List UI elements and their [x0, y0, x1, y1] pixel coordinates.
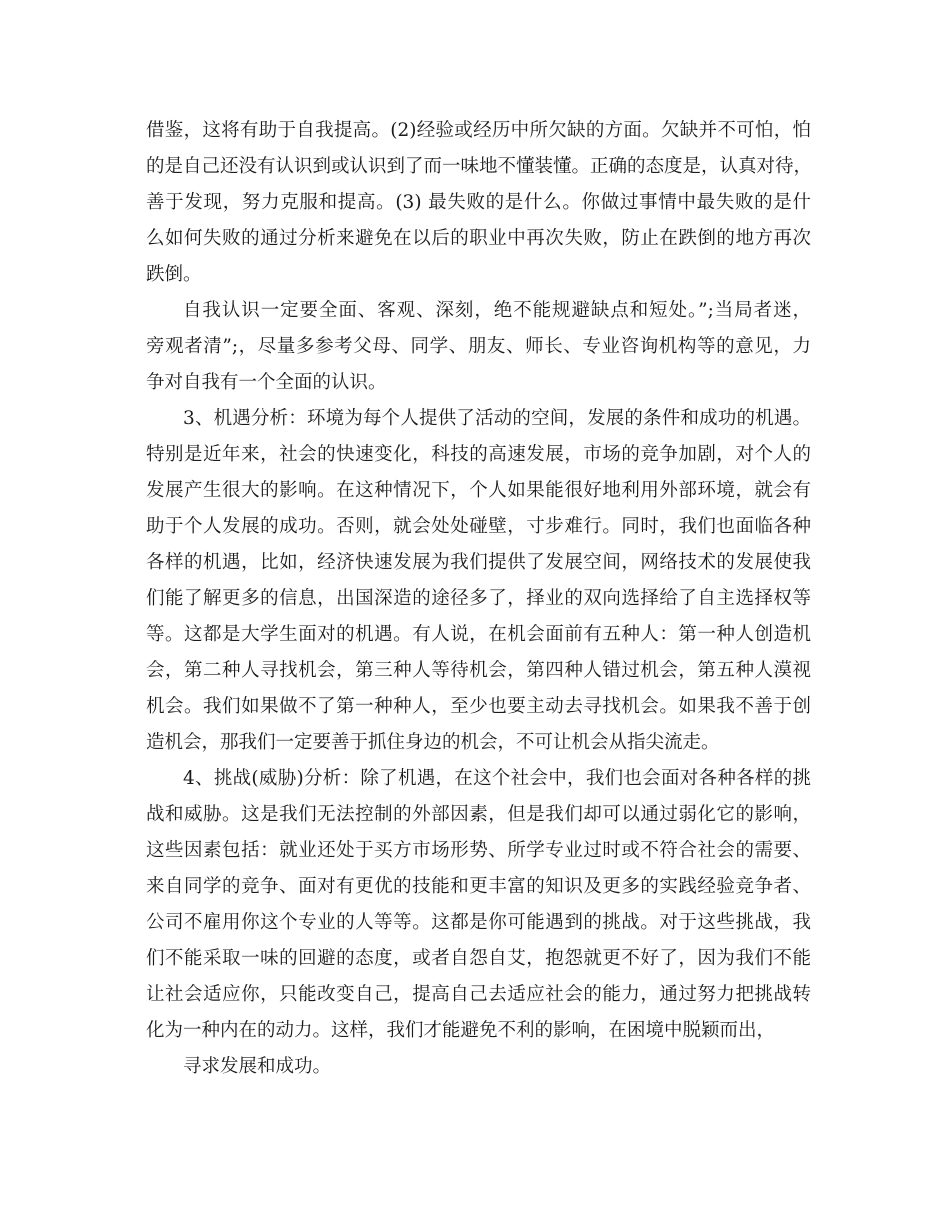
text-line: 跌倒。	[146, 264, 202, 285]
text-line: 公司不雇用你这个专业的人等等。这都是你可能遇到的挑战。对于这些挑战，我	[146, 912, 811, 933]
text-line: 机会。我们如果做不了第一种种人，至少也要主动去寻找机会。如果我不善于创	[146, 696, 811, 717]
text-line: 善于发现，努力克服和提高。(3) 最失败的是什么。你做过事情中最失败的是什	[146, 192, 811, 213]
text-line: 发展产生很大的影响。在这种情况下，个人如果能很好地利用外部环境，就会有	[146, 480, 811, 501]
text-line: 么如何失败的通过分析来避免在以后的职业中再次失败，防止在跌倒的地方再次	[146, 228, 811, 249]
text-line: 争对自我有一个全面的认识。	[146, 372, 387, 393]
text-line: 等。这都是大学生面对的机遇。有人说，在机会面前有五种人：第一种人创造机	[146, 624, 811, 645]
text-line: 这些因素包括：就业还处于买方市场形势、所学专业过时或不符合社会的需要、	[146, 840, 811, 861]
text-line: 借鉴，这将有助于自我提高。(2)经验或经历中所欠缺的方面。欠缺并不可怕，怕	[146, 120, 811, 141]
text-line: 助于个人发展的成功。否则，就会处处碰壁，寸步难行。同时，我们也面临各种	[146, 516, 811, 537]
text-line: 来自同学的竞争、面对有更优的技能和更丰富的知识及更多的实践经验竞争者、	[146, 876, 811, 897]
paragraph-first-line: 寻求发展和成功。	[183, 1056, 332, 1077]
document-page	[146, 113, 811, 1085]
text-line: 们不能采取一味的回避的态度，或者自怨自艾，抱怨就更不好了，因为我们不能	[146, 948, 811, 969]
text-line: 的是自己还没有认识到或认识到了而一味地不懂装懂。正确的态度是，认真对待，	[146, 156, 813, 177]
text-line: 造机会，那我们一定要善于抓住身边的机会，不可让机会从指尖流走。	[146, 732, 720, 753]
text-line: 战和威胁。这是我们无法控制的外部因素，但是我们却可以通过弱化它的影响，	[146, 804, 811, 825]
paragraph-first-line: 3、机遇分析：环境为每个人提供了活动的空间，发展的条件和成功的机遇。	[183, 408, 811, 429]
text-line: 化为一种内在的动力。这样，我们才能避免不利的影响，在困境中脱颖而出，	[146, 1020, 776, 1041]
text-line: 旁观者清”;，尽量多参考父母、同学、朋友、师长、专业咨询机构等的意见，力	[146, 336, 811, 357]
text-line: 会，第二种人寻找机会，第三种人等待机会，第四种人错过机会，第五种人漠视	[146, 660, 811, 681]
text-line: 各样的机遇，比如，经济快速发展为我们提供了发展空间，网络技术的发展使我	[146, 552, 811, 573]
paragraph-first-line: 4、挑战(威胁)分析：除了机遇，在这个社会中，我们也会面对各种各样的挑	[183, 768, 811, 789]
text-line: 们能了解更多的信息，出国深造的途径多了，择业的双向选择给了自主选择权等	[146, 588, 811, 609]
text-line: 特别是近年来，社会的快速变化，科技的高速发展，市场的竞争加剧，对个人的	[146, 444, 811, 465]
text-line: 让社会适应你，只能改变自己，提高自己去适应社会的能力，通过努力把挑战转	[146, 984, 811, 1005]
paragraph-first-line: 自我认识一定要全面、客观、深刻，绝不能规避缺点和短处。”;当局者迷，	[183, 300, 811, 321]
